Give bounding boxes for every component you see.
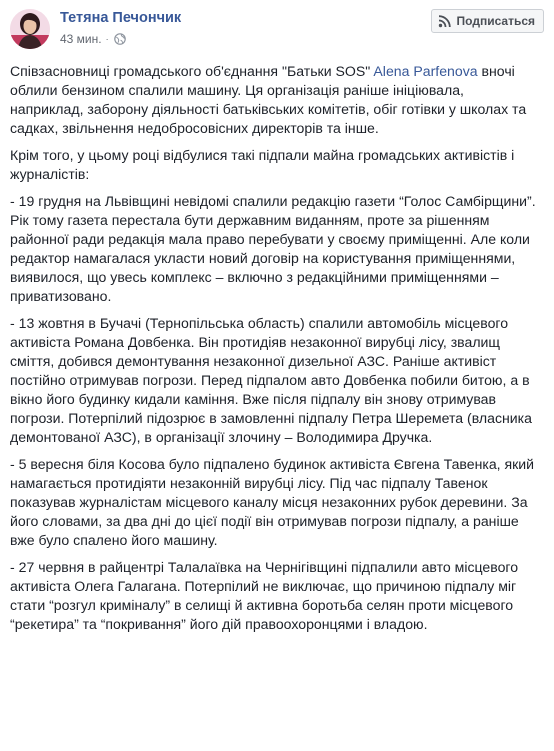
mention-link[interactable]: Alena Parfenova: [373, 63, 478, 79]
post-header: [0, 0, 554, 62]
author-avatar[interactable]: [10, 9, 50, 49]
follow-button[interactable]: [431, 9, 544, 33]
post-meta: [60, 32, 126, 46]
post-paragraph: - 19 грудня на Львівщині невідомі спалили редакцію газети “Голос Самбірщини”. Рік тому газета перестала бути державним виданням, проте за рішенням районної ради редакція мала право перебувати у своєму приміщенні. Але коли редактор намагалася укласти новий договір на користування приміщеннями, виявилося, що увесь комплекс – включно з редакційними приміщеннями – приватизовано.: [10, 193, 536, 304]
paragraph-text: Співзасновниці громадського об'єднання "Батьки SOS": [10, 63, 374, 79]
post-paragraph: - 27 червня в райцентрі Талалаївка на Чернігівщині підпалили авто місцевого активіста Олега Галагана. Потерпілий не виключає, що причиною підпалу міг стати “розгул криміналу” в селищі й активна боротьба селян проти місцевого “рекетира” та “покривання” його дій правоохоронцями і владою.: [10, 559, 519, 632]
avatar-photo-icon: [10, 9, 50, 49]
post-paragraph: - 13 жовтня в Бучачі (Тернопільська область) спалили автомобіль місцевого активіста Романа Довбенка. Він протидіяв незаконної вирубці лісу, звалищ сміття, добився демонтування незаконної дизельної АЗС. Раніше активіст постійно отримував погрози. Перед підпалом авто Довбенка побили битою, а в вікно його будинку кидали каміння. Вже після підпалу він знову отримував погрози. Потерпілий підозрює в замовленні підпалу Петра Шеремета (власника демонтованої АЗС), в організації злочину – Володимира Дручка.: [10, 315, 532, 445]
rss-icon: [438, 15, 451, 28]
paragraph-text: вночі облили бензином спалили машину. Ця організація раніше ініціювала, наприклад, заборону діяльності батьківських комітетів, обіг готівки у школах та садках, звільнення недобросовісних директорів та інше.: [10, 63, 527, 136]
author-name-link[interactable]: Тетяна Печончик: [60, 10, 182, 26]
post-paragraph: - 5 вересня біля Косова було підпалено будинок активіста Євгена Тавенка, який намагається протидіяти незаконній вирубці лісу. Під час підпалу Тавенок показував журналістам місцевого каналу місця незаконних рубок деревини. За його словами, за два дні до цієї події він отримував погрози підпалу, а раніше вже було спалено його машину.: [10, 456, 535, 548]
post-paragraph: Крім того, у цьому році відбулися такі підпали майна громадських активістів і журналістів:: [10, 147, 515, 182]
meta-separator: ·: [105, 34, 109, 44]
globe-icon[interactable]: [114, 33, 126, 45]
post-timestamp[interactable]: 43 мин.: [60, 32, 102, 46]
follow-button-label: Подписаться: [456, 14, 535, 28]
post-body: [10, 62, 540, 642]
post-paragraph: [10, 62, 540, 138]
